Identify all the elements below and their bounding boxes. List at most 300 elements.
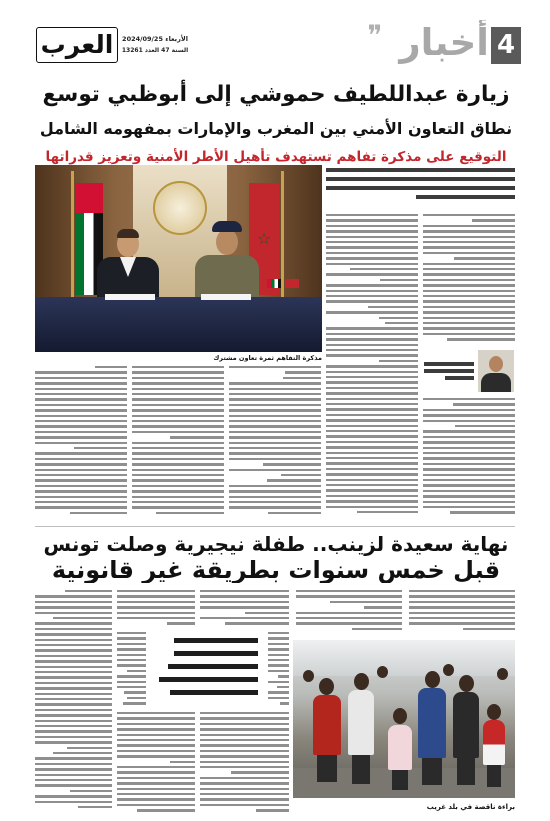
text-line bbox=[132, 377, 224, 379]
official-right-cap bbox=[212, 221, 242, 232]
child-legs bbox=[392, 768, 408, 790]
article-1-column-5 bbox=[35, 366, 127, 520]
text-line bbox=[229, 388, 321, 390]
text-line bbox=[326, 230, 418, 232]
text-line bbox=[35, 601, 112, 603]
text-line bbox=[132, 479, 224, 481]
article-2-headline-line-1: نهاية سعيدة لزينب.. طفلة نيجيرية وصلت تونس bbox=[43, 532, 509, 556]
text-line bbox=[132, 474, 224, 476]
document bbox=[201, 294, 251, 300]
text-line bbox=[326, 186, 515, 190]
background-wall bbox=[293, 640, 515, 676]
text-line bbox=[409, 612, 515, 614]
text-line bbox=[380, 279, 418, 281]
text-line bbox=[379, 317, 418, 319]
text-line bbox=[117, 686, 146, 688]
text-line bbox=[117, 632, 146, 634]
article-1-headline-line-2: نطاق التعاون الأمني بين المغرب والإمارات بمفهومه الشامل bbox=[39, 119, 513, 138]
text-line bbox=[200, 788, 289, 790]
text-line bbox=[229, 393, 321, 395]
text-line bbox=[424, 362, 474, 366]
text-line bbox=[326, 177, 515, 181]
text-line bbox=[423, 268, 515, 270]
text-line bbox=[200, 750, 289, 752]
text-line bbox=[74, 447, 127, 449]
portrait-head bbox=[489, 356, 503, 372]
text-line bbox=[409, 595, 515, 597]
text-line bbox=[229, 382, 321, 384]
text-line bbox=[326, 241, 418, 243]
text-line bbox=[296, 590, 402, 592]
text-line bbox=[423, 420, 515, 422]
text-line bbox=[245, 612, 289, 614]
background-person-head bbox=[303, 670, 314, 682]
text-line bbox=[326, 500, 418, 502]
author-portrait bbox=[478, 350, 514, 392]
text-line bbox=[117, 590, 195, 592]
text-line bbox=[35, 474, 127, 476]
text-line bbox=[423, 501, 515, 503]
pull-quote bbox=[150, 632, 264, 708]
text-line bbox=[35, 779, 112, 781]
text-line bbox=[35, 801, 112, 803]
text-line bbox=[229, 431, 321, 433]
text-line bbox=[117, 659, 146, 661]
text-line bbox=[326, 387, 418, 389]
text-line bbox=[296, 617, 402, 619]
text-line bbox=[117, 771, 195, 773]
text-line bbox=[117, 717, 195, 719]
text-line bbox=[268, 659, 289, 661]
desk-flag-morocco bbox=[285, 279, 299, 288]
text-line bbox=[229, 485, 321, 487]
text-line bbox=[409, 622, 515, 624]
text-line bbox=[117, 681, 146, 683]
text-line bbox=[132, 409, 224, 411]
text-line bbox=[168, 664, 258, 669]
article-2-headline-line-2: قبل خمس سنوات بطريقة غير قانونية bbox=[51, 557, 501, 583]
background-person-head bbox=[443, 664, 454, 676]
text-line bbox=[35, 490, 127, 492]
document bbox=[105, 294, 155, 300]
article-2-column-5 bbox=[35, 590, 112, 815]
text-line bbox=[229, 409, 321, 411]
text-line bbox=[350, 268, 418, 270]
article-2-photo-caption: براءة ناقصة في بلد غريب bbox=[426, 803, 515, 811]
text-line bbox=[35, 693, 112, 695]
person-red-shirt bbox=[313, 695, 341, 755]
text-line bbox=[326, 495, 418, 497]
text-line bbox=[35, 409, 127, 411]
text-line bbox=[117, 750, 195, 752]
text-line bbox=[132, 490, 224, 492]
text-line bbox=[278, 675, 289, 677]
text-line bbox=[326, 214, 418, 216]
text-line bbox=[423, 333, 515, 335]
text-line bbox=[170, 690, 258, 695]
text-line bbox=[159, 677, 258, 682]
text-line bbox=[132, 501, 224, 503]
text-line bbox=[268, 697, 289, 699]
text-line bbox=[35, 479, 127, 481]
text-line bbox=[200, 590, 289, 592]
person-head bbox=[354, 673, 369, 690]
text-line bbox=[35, 757, 112, 759]
text-line bbox=[123, 702, 146, 704]
text-line bbox=[167, 622, 195, 624]
text-line bbox=[35, 458, 127, 460]
text-line bbox=[117, 654, 146, 656]
text-line bbox=[70, 512, 127, 514]
text-line bbox=[117, 606, 195, 608]
text-line bbox=[95, 366, 127, 368]
text-line bbox=[35, 371, 127, 373]
text-line bbox=[326, 419, 418, 421]
text-line bbox=[423, 300, 515, 302]
text-line bbox=[200, 766, 289, 768]
text-line bbox=[326, 408, 418, 410]
text-line bbox=[229, 496, 321, 498]
text-line bbox=[35, 393, 127, 395]
article-1-photo-caption: مذكرة التفاهم ثمرة تعاون مشترك bbox=[213, 354, 322, 362]
text-line bbox=[35, 655, 112, 657]
person-legs bbox=[317, 752, 337, 782]
article-1-column-3 bbox=[229, 366, 321, 520]
text-line bbox=[35, 485, 127, 487]
issue-number: السنة 47 العدد 13261 bbox=[121, 47, 189, 54]
text-line bbox=[285, 371, 321, 373]
text-line bbox=[423, 279, 515, 281]
text-line bbox=[132, 458, 224, 460]
article-2-column-1 bbox=[409, 590, 515, 636]
text-line bbox=[268, 664, 289, 666]
text-line bbox=[229, 442, 321, 444]
emblem bbox=[153, 181, 207, 235]
text-line bbox=[409, 590, 515, 592]
portrait-body bbox=[481, 373, 511, 392]
text-line bbox=[132, 415, 224, 417]
text-line bbox=[200, 734, 289, 736]
text-line bbox=[326, 257, 418, 259]
text-line bbox=[117, 612, 195, 614]
text-line bbox=[379, 360, 418, 362]
text-line bbox=[423, 225, 515, 227]
text-line bbox=[450, 511, 515, 513]
text-line bbox=[35, 682, 112, 684]
text-line bbox=[326, 290, 418, 292]
text-line bbox=[117, 777, 195, 779]
text-line bbox=[231, 771, 289, 773]
text-line bbox=[423, 241, 515, 243]
text-line bbox=[357, 511, 418, 513]
text-line bbox=[127, 697, 147, 699]
text-line bbox=[423, 457, 515, 459]
text-line bbox=[35, 436, 127, 438]
text-line bbox=[326, 441, 418, 443]
text-line bbox=[326, 381, 418, 383]
text-line bbox=[229, 366, 321, 368]
person-white-shirt bbox=[348, 690, 374, 755]
text-line bbox=[35, 698, 112, 700]
text-line bbox=[35, 612, 112, 614]
text-line bbox=[409, 601, 515, 603]
newspaper-logo bbox=[36, 27, 118, 63]
text-line bbox=[132, 425, 224, 427]
text-line bbox=[67, 747, 112, 749]
text-line bbox=[132, 431, 224, 433]
text-line bbox=[326, 365, 418, 367]
text-line bbox=[453, 403, 515, 405]
text-line bbox=[268, 654, 289, 656]
text-line bbox=[326, 284, 418, 286]
text-line bbox=[170, 761, 195, 763]
article-1-column-1 bbox=[423, 214, 515, 346]
text-line bbox=[117, 617, 195, 619]
section-title: أخبار bbox=[399, 21, 489, 64]
text-line bbox=[326, 468, 418, 470]
text-line bbox=[35, 660, 112, 662]
text-line bbox=[117, 798, 195, 800]
text-line bbox=[229, 425, 321, 427]
text-line bbox=[423, 414, 515, 416]
text-line bbox=[78, 806, 112, 808]
text-line bbox=[132, 469, 224, 471]
background-person-head bbox=[497, 668, 508, 680]
text-line bbox=[326, 457, 418, 459]
text-line bbox=[174, 638, 258, 643]
text-line bbox=[132, 496, 224, 498]
text-line bbox=[326, 225, 418, 227]
text-line bbox=[200, 744, 289, 746]
text-line bbox=[35, 709, 112, 711]
text-line bbox=[277, 686, 289, 688]
text-line bbox=[423, 430, 515, 432]
text-line bbox=[326, 398, 418, 400]
text-line bbox=[200, 595, 289, 597]
text-line bbox=[200, 606, 289, 608]
text-line bbox=[229, 420, 321, 422]
text-line bbox=[423, 495, 515, 497]
text-line bbox=[35, 671, 112, 673]
text-line bbox=[35, 774, 112, 776]
logo-text: العرب bbox=[40, 30, 114, 59]
text-line bbox=[35, 703, 112, 705]
text-line bbox=[423, 317, 515, 319]
text-line bbox=[35, 795, 112, 797]
text-line bbox=[229, 415, 321, 417]
text-line bbox=[326, 236, 418, 238]
text-line bbox=[35, 496, 127, 498]
text-line bbox=[330, 601, 402, 603]
text-line bbox=[132, 506, 224, 508]
text-line bbox=[117, 675, 146, 677]
text-line bbox=[268, 637, 289, 639]
text-line bbox=[326, 333, 418, 335]
official-right-head bbox=[216, 229, 238, 255]
person-legs bbox=[457, 755, 475, 785]
text-line bbox=[229, 447, 321, 449]
text-line bbox=[35, 452, 127, 454]
text-line bbox=[423, 284, 515, 286]
official-left-hair bbox=[117, 229, 139, 238]
text-line bbox=[326, 435, 418, 437]
text-line bbox=[117, 637, 146, 639]
person-blue-shirt bbox=[418, 688, 446, 758]
text-line bbox=[132, 420, 224, 422]
text-line bbox=[326, 414, 418, 416]
text-line bbox=[200, 782, 289, 784]
text-line bbox=[117, 755, 195, 757]
text-line bbox=[447, 338, 515, 340]
text-line bbox=[35, 633, 112, 635]
text-line bbox=[35, 644, 112, 646]
text-line bbox=[156, 512, 224, 514]
article-2-column-3-wrap bbox=[268, 632, 289, 708]
article-divider bbox=[35, 526, 515, 527]
text-line bbox=[35, 736, 112, 738]
text-line bbox=[229, 458, 321, 460]
text-line bbox=[35, 469, 127, 471]
text-line bbox=[35, 725, 112, 727]
text-line bbox=[132, 366, 224, 368]
text-line bbox=[200, 601, 289, 603]
text-line bbox=[200, 793, 289, 795]
text-line bbox=[132, 404, 224, 406]
text-line bbox=[423, 468, 515, 470]
article-2-column-4 bbox=[117, 590, 195, 628]
text-line bbox=[200, 755, 289, 757]
text-line bbox=[35, 415, 127, 417]
text-line bbox=[326, 462, 418, 464]
text-line bbox=[326, 344, 418, 346]
text-line bbox=[117, 664, 146, 666]
text-line bbox=[326, 338, 418, 340]
text-line bbox=[117, 788, 195, 790]
text-line bbox=[268, 648, 289, 650]
text-line bbox=[117, 728, 195, 730]
article-1-column-1-continued bbox=[423, 398, 515, 520]
article-2-column-3-continued bbox=[200, 712, 289, 815]
text-line bbox=[53, 617, 112, 619]
text-line bbox=[35, 382, 127, 384]
text-line bbox=[268, 681, 289, 683]
text-line bbox=[53, 752, 112, 754]
text-line bbox=[35, 649, 112, 651]
text-line bbox=[326, 376, 418, 378]
article-2-column-4-wrap bbox=[117, 632, 146, 708]
text-line bbox=[35, 388, 127, 390]
text-line bbox=[423, 484, 515, 486]
text-line bbox=[132, 463, 224, 465]
text-line bbox=[326, 219, 418, 221]
text-line bbox=[132, 382, 224, 384]
text-line bbox=[35, 595, 112, 597]
text-line bbox=[472, 219, 515, 221]
text-line bbox=[132, 447, 224, 449]
child-pink-shirt bbox=[388, 725, 412, 770]
text-line bbox=[229, 501, 321, 503]
text-line bbox=[423, 452, 515, 454]
article-1-headline-line-1: زيارة عبداللطيف حموشي إلى أبوظبي توسع bbox=[42, 82, 510, 107]
child-head bbox=[487, 704, 501, 720]
text-line bbox=[423, 474, 515, 476]
flag-pole bbox=[71, 171, 74, 297]
pull-quote-text bbox=[156, 638, 258, 704]
text-line bbox=[326, 452, 418, 454]
text-line bbox=[423, 214, 515, 216]
article-2-column-3 bbox=[200, 590, 289, 628]
person-head bbox=[459, 675, 474, 692]
text-line bbox=[229, 469, 321, 471]
children-crowd-photo bbox=[293, 640, 515, 798]
text-line bbox=[35, 425, 127, 427]
text-line bbox=[170, 436, 224, 438]
text-line bbox=[455, 425, 515, 427]
text-line bbox=[423, 263, 515, 265]
text-line bbox=[463, 628, 515, 630]
text-line bbox=[364, 606, 402, 608]
text-line bbox=[326, 430, 418, 432]
text-line bbox=[326, 446, 418, 448]
text-line bbox=[35, 501, 127, 503]
text-line bbox=[65, 590, 112, 592]
text-line bbox=[117, 804, 195, 806]
text-line bbox=[117, 595, 195, 597]
text-line bbox=[117, 712, 195, 714]
text-line bbox=[368, 306, 418, 308]
text-line bbox=[326, 392, 418, 394]
text-line bbox=[35, 404, 127, 406]
text-line bbox=[423, 311, 515, 313]
text-line bbox=[454, 257, 515, 259]
person-head bbox=[425, 671, 440, 688]
text-line bbox=[256, 809, 289, 811]
text-line bbox=[280, 702, 289, 704]
text-line bbox=[117, 739, 195, 741]
text-line bbox=[200, 728, 289, 730]
text-line bbox=[35, 768, 112, 770]
text-line bbox=[35, 442, 127, 444]
text-line bbox=[423, 479, 515, 481]
text-line bbox=[326, 295, 418, 297]
text-line bbox=[70, 790, 112, 792]
quote-icon bbox=[362, 22, 388, 50]
text-line bbox=[117, 601, 195, 603]
text-line bbox=[35, 639, 112, 641]
text-line bbox=[200, 804, 289, 806]
text-line bbox=[132, 485, 224, 487]
text-line bbox=[229, 398, 321, 400]
text-line bbox=[326, 300, 418, 302]
text-line bbox=[296, 595, 402, 597]
signing-table bbox=[35, 297, 322, 352]
person-legs bbox=[352, 752, 370, 784]
text-line bbox=[268, 670, 289, 672]
child-red-shirt bbox=[483, 720, 505, 765]
text-line bbox=[35, 398, 127, 400]
text-line bbox=[423, 290, 515, 292]
text-line bbox=[137, 809, 195, 811]
author-byline bbox=[424, 362, 474, 384]
official-right-uniform bbox=[195, 255, 259, 299]
text-line bbox=[296, 612, 402, 614]
text-line bbox=[326, 425, 418, 427]
text-line bbox=[385, 322, 418, 324]
desk-flag-uae bbox=[267, 279, 281, 288]
text-line bbox=[200, 717, 289, 719]
text-line bbox=[35, 741, 112, 743]
text-line bbox=[423, 295, 515, 297]
